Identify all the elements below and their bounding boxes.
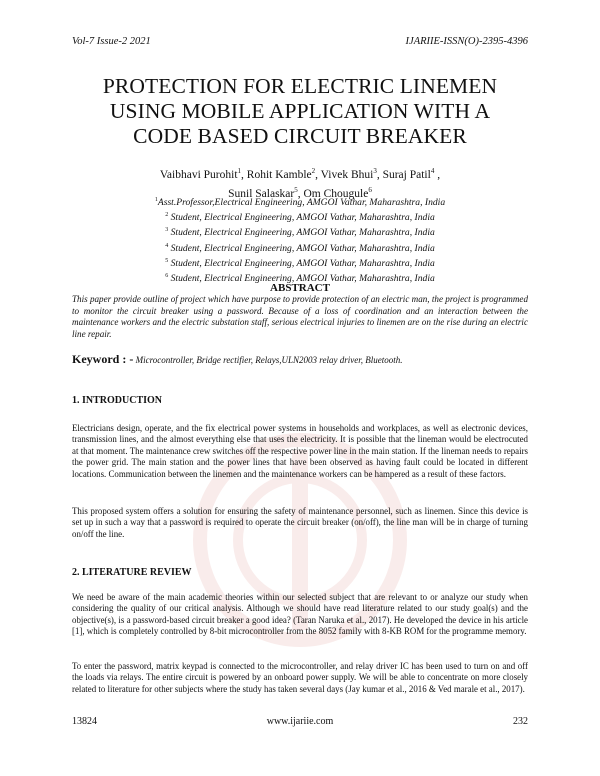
affiliation-text: Asst.Professor,Electrical Engineering, AMGOI Vathar, Maharashtra, India <box>157 197 446 209</box>
affiliation-sup: 4 <box>165 242 169 249</box>
title-line: USING MOBILE APPLICATION WITH A <box>109 99 491 123</box>
header-volume: Vol-7 Issue-2 2021 <box>72 36 151 47</box>
author-name: Sunil Salaskar <box>228 187 295 200</box>
intro-paragraph-2: This proposed system offers a solution for ensuring the safety of maintenance personnel, such as linemen. Since this device is set up in such a way that a password is required to operate the circuit breaker (on/off), the line man will be in charge of turning on/off the line. <box>72 506 528 539</box>
literature-paragraph-1: We need be aware of the main academic theories within our selected subject that are relevant to or analyze our study when considering the quality of our critical analysis. Although we should have read literature related to our study goal(s) and the objective(s), is a password-based circuit breaker a good idea? (Taran Naruka et al., 2017). He developed the device in his article [1], which is completely controlled by 8-bit microcontroller from the 8052 family with 8-KB ROM for the programme memory. <box>72 592 528 637</box>
affiliation-sup: 6 <box>165 272 169 279</box>
author-sup: 3 <box>373 167 377 175</box>
section-heading-introduction: 1. INTRODUCTION <box>72 395 163 406</box>
literature-paragraph-2: To enter the password, matrix keypad is connected to the microcontroller, and relay driver IC has been used to turn on and off the loads via relays. The entire circuit is powered by an onboard power supply. We will be able to concentrate on more closely related to literature for other subjects where the study has taken several days (Jay kumar et al., 2016 & Ved marale et al., 2017). <box>72 661 528 694</box>
intro-paragraph-1: Electricians design, operate, and the fix electrical power systems in households and workplaces, as well as electronic devices, transmission lines, and the almost everything else that uses the electricity. It is possible that the lineman would be electrocuted at that moment. The maintenance crew switches off the respective power line in the main station. If the lineman needs to repairs the power grid. The main station and the power lines that have been observed as having fault could be located in different locations. Communication between the linemen and the maintenance workers can be hampered as a result of these factors. <box>72 423 528 479</box>
author-name: Vaibhavi Purohit <box>159 168 238 181</box>
author-name: Suraj Patil <box>382 168 431 181</box>
header-issn: IJARIIE-ISSN(O)-2395-4396 <box>405 36 528 47</box>
affiliation-sup: 2 <box>165 212 169 219</box>
affiliation <box>72 240 528 255</box>
author-name: Vivek Bhui <box>320 168 374 181</box>
author-sep: , <box>315 168 321 181</box>
affiliation-text: Student, Electrical Engineering, AMGOI Vathar, Maharashtra, India <box>170 227 435 239</box>
title-line: CODE BASED CIRCUIT BREAKER <box>133 124 467 148</box>
affiliation <box>72 224 528 239</box>
affiliation-text: Student, Electrical Engineering, AMGOI Vathar, Maharashtra, India <box>170 242 435 254</box>
abstract-heading: ABSTRACT <box>270 282 330 294</box>
author-sup: 4 <box>430 167 435 175</box>
author-sep: , <box>376 168 383 181</box>
keywords <box>72 352 528 367</box>
author-name: Rohit Kamble <box>246 168 312 181</box>
author-sup: 6 <box>368 185 372 194</box>
footer-paper-id: 13824 <box>72 716 97 727</box>
affiliation <box>72 209 528 224</box>
affiliation-sup: 3 <box>165 227 169 234</box>
footer-page-number: 232 <box>513 716 528 727</box>
keywords-text: Microcontroller, Bridge rectifier, Relays,ULN2003 relay driver, Bluetooth. <box>133 355 403 365</box>
affiliation-list <box>72 194 528 285</box>
author-sup: 2 <box>311 167 316 175</box>
author-sep: , <box>297 187 304 200</box>
title-line: PROTECTION FOR ELECTRIC LINEMEN <box>102 74 498 98</box>
author-name: Om Chougule <box>303 187 369 200</box>
author-line <box>72 164 528 183</box>
footer-website-link[interactable]: www.ijariie.com <box>266 716 334 727</box>
section-heading-literature-review: 2. LITERATURE REVIEW <box>72 567 192 578</box>
author-sup: 5 <box>294 185 298 194</box>
affiliation <box>72 255 528 270</box>
affiliation <box>72 194 528 209</box>
affiliation-text: Student, Electrical Engineering, AMGOI Vathar, Maharashtra, India <box>170 273 435 285</box>
abstract-body: This paper provide outline of project which have purpose to provide protection of an electric man, the project is programmed to monitor the circuit breaker using a password. Because of a loss of coordination and an interaction between the maintenance workers and the electric substation staff, serious electrical injuries to linemen are on the rise during an electric line repair. <box>72 294 528 339</box>
affiliation-sup: 5 <box>165 257 169 264</box>
author-sep: , <box>241 168 247 181</box>
affiliation-sup: 1 <box>154 197 158 203</box>
keywords-label: Keyword : - <box>72 352 134 366</box>
author-sup: 1 <box>237 167 242 175</box>
affiliation-text: Student, Electrical Engineering, AMGOI Vathar, Maharashtra, India <box>170 212 435 224</box>
paper-title <box>40 74 560 149</box>
affiliation-text: Student, Electrical Engineering, AMGOI Vathar, Maharashtra, India <box>170 257 435 269</box>
author-sep: , <box>434 168 441 181</box>
